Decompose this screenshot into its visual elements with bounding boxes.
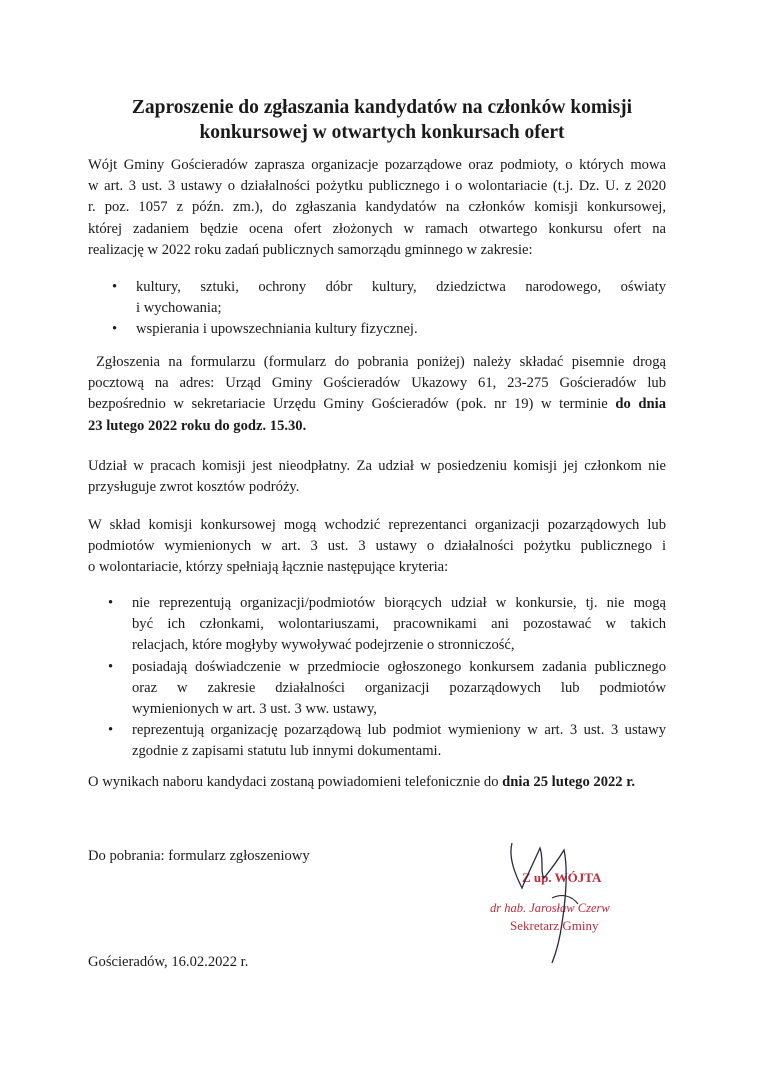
list-item-line: wspierania i upowszechniania kultury fizycznej. [136,321,418,338]
participation-paragraph [88,456,666,498]
bullet-icon: • [112,279,118,295]
title-line-1: Zaproszenie do zgłaszania kandydatów na członków komisji [131,97,633,118]
participation-line: Udział w pracach komisji jest nieodpłatny. Za udział w posiedzeniu komisji jej członkom nie [88,458,666,474]
list-item-line: relacjach, które mogłyby wywoływać podejrzenie o stronniczość, [132,637,515,654]
list-item-line: być ich członkami, wolontariuszami, pracownikami ani pozostawać w takich [132,616,666,633]
results-date: dnia 25 lutego 2022 r. [502,774,636,790]
intro-line: r. poz. 1057 z późn. zm.), do zgłaszania kandydatów na członków komisji konkursowej, [88,199,666,216]
bullet-icon: • [108,722,114,739]
download-form-link[interactable]: formularz zgłoszeniowy [168,848,310,864]
intro-line: w art. 3 ust. 3 ustawy o działalności pożytku publicznego i o wolontariacie (t.j. Dz. U. z 2020 [88,178,666,195]
deadline-date: 23 lutego 2022 roku do godz. 15.30 [88,417,303,434]
submission-paragraph [88,352,666,437]
criteria-list [88,593,666,763]
list-item-line: wymienionych w art. 3 ust. 3 ww. ustawy, [132,701,377,718]
intro-paragraph [88,155,666,261]
list-item-line: kultury, sztuki, ochrony dóbr kultury, dziedzictwa narodowego, oświaty [136,279,666,295]
results-paragraph [88,772,666,793]
list-item [88,593,666,657]
title-line-2: konkursowej w otwartych konkursach ofert [199,122,565,143]
bullet-icon: • [112,321,118,338]
composition-paragraph [88,515,666,579]
submission-line [88,416,666,437]
list-item [88,319,666,340]
deadline-end: . [302,417,307,434]
bullet-icon: • [108,595,114,611]
download-label: Do pobrania: [88,848,165,864]
list-item-line: reprezentują organizację pozarządową lub podmiot wymieniony w art. 3 ust. 3 ustawy [132,722,666,739]
list-item-line: nie reprezentują organizacji/podmiotów biorących udział w konkursie, tj. nie mogą [132,595,666,611]
place-date: Gościeradów, 16.02.2022 r. [88,954,249,970]
list-item [88,277,666,319]
composition-line: podmiotów wymienionych w art. 3 ust. 3 ustawy o działalności pożytku publicznego i [88,538,666,555]
page-title [60,95,704,145]
intro-line: realizację w 2022 roku zadań publicznych samorządu gminnego w zakresie: [88,241,533,258]
composition-line: W skład komisji konkursowej mogą wchodzić reprezentanci organizacji pozarządowych lub [88,517,666,533]
intro-line: Wójt Gminy Gościeradów zaprasza organizacje pozarządowe oraz podmioty, o których mowa [88,157,666,173]
submission-line [88,394,666,415]
list-item [88,657,666,721]
deadline-intro: do dnia [615,396,666,413]
scope-list [88,277,666,341]
stamp-line-3: Sekretarz Gminy [510,918,599,933]
participation-line: przysługuje zwrot kosztów podróży. [88,479,300,496]
stamp-line-2: dr hab. Jarosław Czerw [490,901,610,915]
submission-line: Zgłoszenia na formularzu (formularz do pobrania poniżej) należy składać pisemnie drogą [96,354,666,370]
composition-line: o wolontariacie, którzy spełniają łącznie następujące kryteria: [88,559,449,576]
list-item-line: zgodnie z zapisami statutu lub innymi dokumentami. [132,743,442,760]
results-text: O wynikach naboru kandydaci zostaną powiadomieni telefonicznie do [88,774,499,790]
list-item-line: posiadają doświadczenie w przedmiocie ogłoszonego konkursem zadania publicznego [132,658,666,675]
list-item-line: oraz w zakresie działalności organizacji pozarządowych lub podmiotów [132,679,666,696]
submission-line-text: bezpośrednio w sekretariacie Urzędu Gminy Gościeradów (pok. nr 19) w terminie [88,396,608,413]
stamp-line-1: Z up. WÓJTA [522,870,602,885]
signature-stamp [482,838,652,968]
submission-line: pocztową na adres: Urząd Gminy Gościeradów Ukazowy 61, 23-275 Gościeradów lub [88,375,666,392]
list-item [88,720,666,762]
bullet-icon: • [108,658,114,675]
list-item-line: i wychowania; [136,300,222,317]
intro-line: której zadaniem będzie ocena ofert złożonych w ramach otwartego konkursu ofert na [88,220,666,237]
